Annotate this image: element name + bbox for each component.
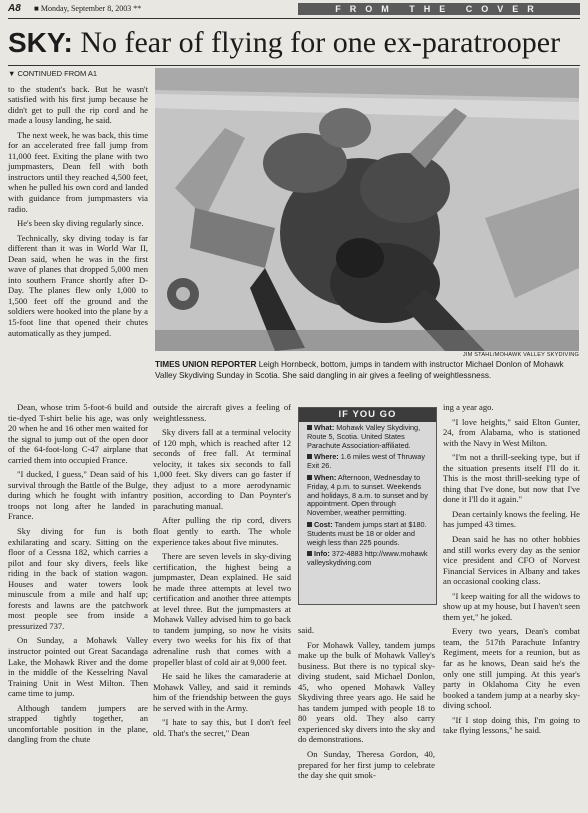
paragraph: "I ducked, I guess," Dean said of his survival through the Battle of the Bulge, during which he fought with infantry troops not long after he landed in France. <box>8 469 148 522</box>
infobox-text: Mohawk Valley Skydiving, Route 5, Scotia. United States Parachute Association-affiliated. <box>307 423 421 450</box>
top-rule <box>8 18 580 19</box>
tandem-skydivers-image <box>155 68 579 351</box>
page-number: A8 <box>8 3 21 14</box>
paragraph: The next week, he was back, this time for an accelerated free fall jump from 11,000 feet. Exiting the plane with two jumpmasters, Dean fell with both instructors until they reached 4,500 feet, when he pulled his own cord and landed with guidance from jumpmasters via radio. <box>8 129 149 214</box>
article-column-1 <box>8 69 148 342</box>
skydiving-photo <box>155 68 579 351</box>
bullet-square-icon <box>307 522 312 527</box>
infobox-text: Afternoon, Wednesday to Friday, 4 p.m. to sunset. Weekends and holidays, 8 a.m. to sunset and by appointment. Open through November, weather permitting. <box>307 472 428 518</box>
infobox-text: Tandem jumps start at $180. Students must be 18 or older and weigh less than 225 pounds. <box>307 519 427 547</box>
page-folio <box>8 2 580 16</box>
headline-rule <box>8 65 580 66</box>
if-you-go-box <box>298 407 437 605</box>
infobox-label: Cost: <box>314 519 333 529</box>
paragraph: "If I stop doing this, I'm going to take flying lessons," he said. <box>443 714 580 736</box>
paragraph: ing a year ago. <box>443 402 494 412</box>
section-banner: FROM THE COVER <box>298 3 580 15</box>
paragraph: Dean said he has no other hobbies and still works every day as the senior vice president and CFO of Norvest Financial Services in Albany and takes an occasional cooking class. <box>443 534 580 587</box>
paragraph: "I love heights," said Elton Gunter, 24, from Alabama, who is stationed with the Navy in West Milton. <box>443 416 580 448</box>
infobox-label: When: <box>314 472 337 482</box>
publication-date: ■ Monday, September 8, 2003 ** <box>34 4 142 13</box>
bullet-square-icon <box>307 475 312 480</box>
bullet-square-icon <box>307 454 312 459</box>
paragraph: said. <box>298 625 314 635</box>
infobox-label: Where: <box>314 452 339 462</box>
article-column-4 <box>443 402 580 740</box>
infobox-label: Info: <box>314 549 330 559</box>
caption-lead: TIMES UNION REPORTER <box>155 360 257 369</box>
paragraph: outside the aircraft gives a feeling of weightlessness. <box>153 402 291 423</box>
article-column-2 <box>153 402 291 742</box>
paragraph: Dean certainly knows the feeling. He has jumped 43 times. <box>443 508 580 530</box>
continued-from-label: ▼ CONTINUED FROM A1 <box>8 69 98 78</box>
infobox-item-what <box>299 422 436 451</box>
photo-caption <box>155 360 579 381</box>
paragraph: Sky divers fall at a terminal velocity of 120 mph, which is reached after 12 seconds of free fall. At terminal velocity, it takes six seconds to fall 1,000 feet. Sky divers can go faster if they adjust to a more aerodynamic position, according to Dan Poynter's parachuting manual. <box>153 427 291 511</box>
infobox-item-info <box>299 548 436 569</box>
paragraph: There are seven levels in sky-diving certification, the highest being a jumpmaster, Dean explained. He said he made three attempts at level two certification and another three attempts at level three. But the jumpmasters at Mohawk Valley advised him to go back to tandem jumping, so now he visits every two weeks for his fix of that adrenaline rush that comes with a propeller blast of cold air at 9,000 feet. <box>153 551 291 667</box>
headline-kicker: SKY: <box>8 27 73 58</box>
paragraph: Every two years, Dean's combat team, the 517th Parachute Infantry Regiment, meets for a reunion, but as far as he knows, Dean said he's the only one still jumping. At this year's party in Oklahoma City he even booked a tandem jump at a nearby sky-diving school. <box>443 626 580 711</box>
infobox-item-where <box>299 451 436 472</box>
caption-text: Leigh Hornbeck, bottom, jumps in tandem with instructor Michael Donlon of Mohawk Valley Skydiving Sunday in Scotia. She said dangling in air gives a feeling of weightlessness. <box>155 360 564 380</box>
headline <box>8 22 580 64</box>
article-column-1-lower <box>8 402 148 749</box>
bullet-square-icon <box>307 425 312 430</box>
paragraph: For Mohawk Valley, tandem jumps make up the bulk of Mohawk Valley's business. But there is no typical sky-diving student, said Michael Donlon, 45, who opened Mohawk Valley Skydiving three years ago. He said he has tandem jumped with people 18 to 80 years old. They also carry experienced sky divers into the sky and do demonstrations. <box>298 639 435 745</box>
paragraph: He's been sky diving regularly since. <box>17 218 144 229</box>
paragraph: Although tandem jumpers are strapped tightly together, an uncomfortable position in the plane, dangling from the chute <box>8 702 148 745</box>
paragraph: Dean, whose trim 5-foot-6 build and tie-dyed T-shirt belie his age, was only 20 when he and 16 other men waited for the signal to jump out of the open door of the 64-foot-long C-47 airplane that carried them into occupied France. <box>8 402 148 465</box>
paragraph: "I keep waiting for all the widows to show up at my house, but I haven't seen them yet," he joked. <box>443 590 580 622</box>
infobox-item-when <box>299 472 436 519</box>
paragraph: "I'm not a thrill-seeking type, but if the situation presents itself I'll do it. This is the most thrill-seeking type of thing that I've done, but now that I've done it I'll do it again." <box>443 452 580 505</box>
paragraph: After pulling the rip cord, divers float gently to earth. The whole experience takes about five minutes. <box>153 515 291 547</box>
infobox-text: 1.6 miles west of Thruway Exit 26. <box>307 452 425 471</box>
infobox-label: What: <box>314 423 335 432</box>
paragraph: "I hate to say this, but I don't feel old. That's the secret," Dean <box>153 717 291 738</box>
paragraph: Sky diving for fun is both exhilarating and scary. Sitting on the floor of a Cessna 182, which carries a pilot and four sky divers, feels like riding in the back of station wagon. Houses and water towers look minuscule from a mile and half up; forests and lawns are the patchwork most people see from inside a pressurized 737. <box>8 526 148 631</box>
paragraph: Technically, sky diving today is far different than it was in World War II, Dean said, when he was in the first wave of planes that dropped 5,000 men into southern France shortly after D-Day. The planes flew only 1,000 to 1,500 feet off the ground and the soldiers were hooked into the plane by a 15-foot line that opened their chutes automatically as they jumped. <box>8 232 148 338</box>
article-column-3 <box>298 625 435 785</box>
photo-credit: JIM STAHL/MOHAWK VALLEY SKYDIVING <box>462 352 579 358</box>
infobox-header: IF YOU GO <box>299 408 436 422</box>
paragraph: to the student's back. But he wasn't satisfied with his first jump because he didn't get to pull the rip cord and he made a lousy landing, he said. <box>8 83 148 126</box>
headline-title: No fear of flying for one ex-paratrooper <box>80 26 561 59</box>
paragraph: On Sunday, a Mohawk Valley instructor pointed out Great Sacandaga Lake, the Mohawk River and the dome in the middle of the Kesselring Naval Training Unit in West Milton. Then came time to jump. <box>8 635 148 699</box>
paragraph: He said he likes the camaraderie at Mohawk Valley, and said it reminds him of the friendship between the guys he served with in the Army. <box>153 671 291 713</box>
infobox-item-cost <box>299 519 436 548</box>
bullet-square-icon <box>307 551 312 556</box>
paragraph: On Sunday, Theresa Gordon, 40, prepared for her first jump to celebrate the day she quit smok- <box>298 749 435 781</box>
infobox-text: 372-4883 http://www.mohawkvalleyskydiving.com <box>307 549 428 568</box>
